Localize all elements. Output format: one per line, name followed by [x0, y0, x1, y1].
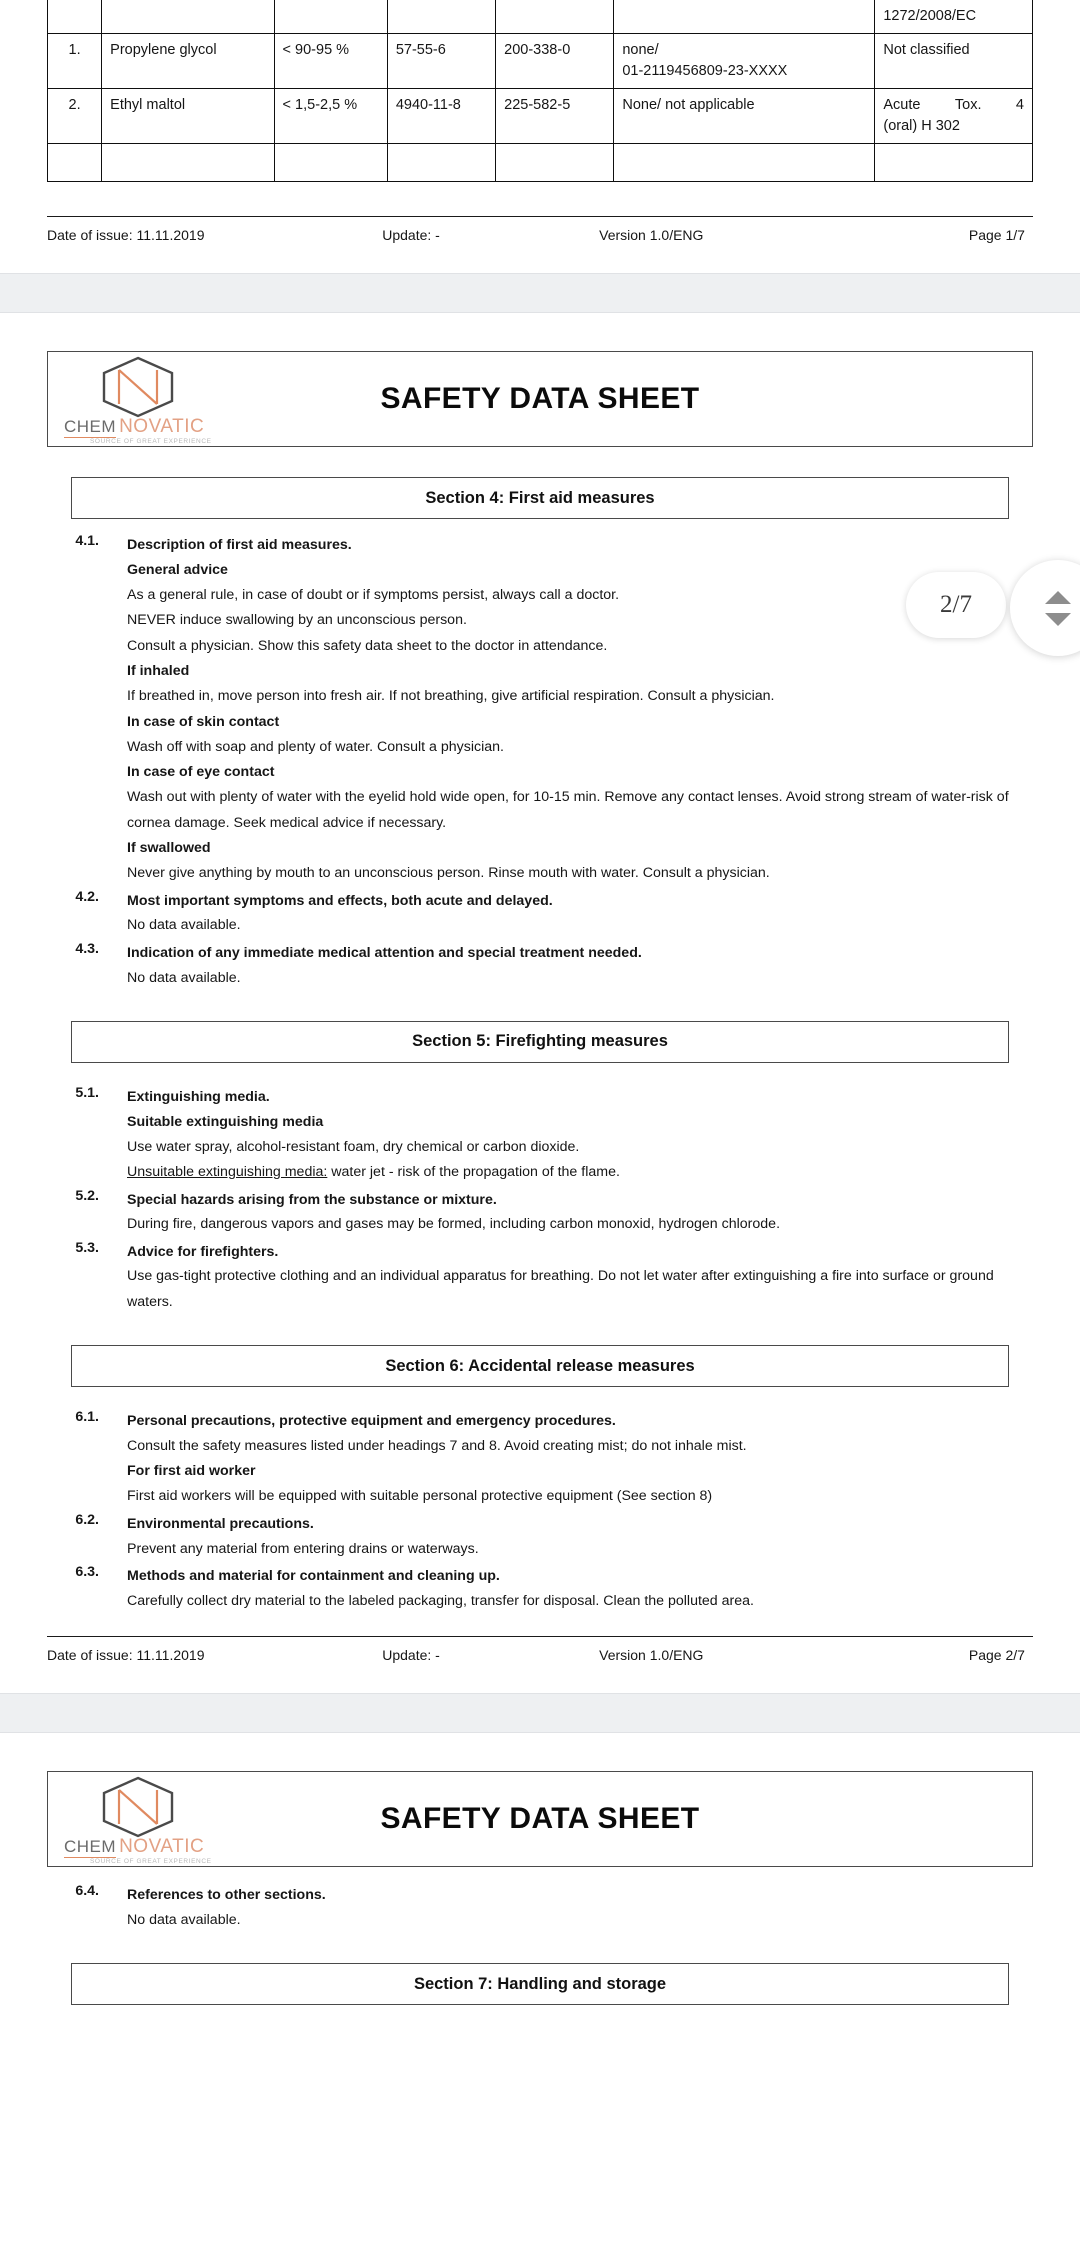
clause-number: 5.2.: [75, 1187, 99, 1204]
unsuitable-media-text: water jet - risk of the propagation of the flame.: [327, 1164, 620, 1181]
clause-subheading: In case of skin contact: [127, 713, 280, 730]
clause-number: 4.3.: [75, 940, 99, 957]
table-row: [48, 34, 1033, 89]
clause-body: [99, 1409, 1033, 1510]
clause-paragraph: Consult a physician. Show this safety data sheet to the doctor in attendance.: [127, 637, 608, 654]
classification-word-2: Tox.: [954, 97, 982, 114]
cell-reach: None/ not applicable: [614, 89, 875, 144]
document-page-3: [0, 1771, 1080, 2005]
clause-4-2: [47, 889, 1033, 939]
clause-number: 6.4.: [75, 1882, 99, 1899]
cell-name: Ethyl maltol: [102, 89, 274, 144]
clause-paragraph: Use water spray, alcohol-resistant foam, dry chemical or carbon dioxide.: [127, 1138, 580, 1155]
cell-reach: [614, 34, 875, 89]
footer-version: Version 1.0/ENG: [599, 1646, 704, 1663]
cell-reach: [614, 144, 875, 182]
cell-classification: Not classified: [875, 34, 1033, 89]
table-row-spacer: [48, 144, 1033, 182]
clause-number: 4.1.: [75, 533, 99, 550]
clause-paragraph: As a general rule, in case of doubt or if symptoms persist, always call a doctor.: [127, 587, 620, 604]
clause-paragraph-unsuitable: [127, 1160, 1033, 1185]
clause-paragraph: If breathed in, move person into fresh air. If not breathing, give artificial respiration. Consult a physician.: [127, 688, 775, 705]
clause-6-1: [47, 1409, 1033, 1510]
clause-heading: Special hazards arising from the substance or mixture.: [127, 1191, 497, 1208]
clause-body: [99, 1883, 1033, 1933]
clause-paragraph: Prevent any material from entering drains or waterways.: [127, 1540, 479, 1557]
clause-body: [99, 1188, 1033, 1238]
clause-number: 6.3.: [75, 1563, 99, 1580]
unsuitable-media-label: Unsuitable extinguishing media:: [127, 1164, 328, 1181]
clause-heading: Personal precautions, protective equipment and emergency procedures.: [127, 1413, 616, 1430]
clause-number: 6.1.: [75, 1409, 99, 1426]
cell-concentration: [274, 144, 387, 182]
cell-no: [48, 0, 102, 34]
clause-paragraph: During fire, dangerous vapors and gases may be formed, including carbon monoxid, hydrogen chlorode.: [127, 1216, 781, 1233]
clause-heading: Indication of any immediate medical attention and special treatment needed.: [127, 944, 642, 961]
cell-cas: 4940-11-8: [387, 89, 495, 144]
page-separator: [0, 1693, 1080, 1733]
clause-6-3: [47, 1564, 1033, 1614]
clause-4-1: [47, 533, 1033, 887]
page-footer-1: [47, 216, 1033, 273]
clause-heading: Advice for firefighters.: [127, 1243, 279, 1260]
page-title: SAFETY DATA SHEET: [380, 382, 700, 416]
table-row-header-cut: [48, 0, 1033, 34]
hexagon-n-logo-icon: [98, 356, 178, 418]
footer-date: Date of issue: 11.11.2019: [47, 227, 205, 244]
clause-5-3: [47, 1240, 1033, 1315]
triangle-up-icon[interactable]: [1045, 591, 1071, 604]
logo-word-chem: CHEM: [64, 1836, 117, 1856]
clause-heading: Description of first aid measures.: [127, 537, 352, 554]
clause-subheading: Suitable extinguishing media: [127, 1113, 324, 1130]
cell-concentration: < 90-95 %: [274, 34, 387, 89]
hexagon-n-logo-icon: [98, 1776, 178, 1838]
clause-6-4: [47, 1883, 1033, 1933]
clause-body: [99, 533, 1033, 887]
clause-body: [99, 1085, 1033, 1186]
clause-heading: References to other sections.: [127, 1886, 326, 1903]
chemnovatic-logo: [64, 356, 212, 446]
table-row: [48, 89, 1033, 144]
clause-subheading: General advice: [127, 561, 228, 578]
document-title-banner: [47, 351, 1033, 447]
triangle-down-icon[interactable]: [1045, 613, 1071, 626]
section-heading-6: Section 6: Accidental release measures: [71, 1345, 1009, 1387]
clause-heading: Most important symptoms and effects, both acute and delayed.: [127, 892, 553, 909]
classification-word-3: 4: [1015, 97, 1024, 114]
cell-no: 1.: [48, 34, 102, 89]
cell-ec: [496, 0, 614, 34]
page-indicator-badge: 2/7: [906, 572, 1006, 638]
chemnovatic-logo: [64, 1776, 212, 1866]
footer-page-number: Page 1/7: [968, 227, 1025, 244]
section-heading-4: Section 4: First aid measures: [71, 477, 1009, 519]
cell-name: [102, 0, 274, 34]
cell-concentration: < 1,5-2,5 %: [274, 89, 387, 144]
clause-paragraph: No data available.: [127, 969, 241, 986]
cell-no: [48, 144, 102, 182]
logo-word-chem: CHEM: [64, 417, 117, 437]
cell-concentration: [274, 0, 387, 34]
cell-classification: [875, 89, 1033, 144]
clause-4-3: [47, 941, 1033, 991]
cell-cas: [387, 0, 495, 34]
document-page-1: [0, 0, 1080, 273]
clause-paragraph: Use gas-tight protective clothing and an individual apparatus for breathing. Do not let water after extinguishing a fire into surface or ground waters.: [127, 1268, 994, 1310]
reach-line-2: 01-2119456809-23-XXXX: [622, 63, 788, 80]
logo-tagline: SOURCE OF GREAT EXPERIENCE: [90, 438, 212, 446]
page-footer-2: [47, 1636, 1033, 1693]
clause-subheading: If swallowed: [127, 840, 211, 857]
clause-heading: Methods and material for containment and cleaning up.: [127, 1567, 500, 1584]
clause-paragraph: No data available.: [127, 917, 241, 934]
cell-name: [102, 144, 274, 182]
clause-paragraph: Wash off with soap and plenty of water. Consult a physician.: [127, 738, 504, 755]
footer-page-number: Page 2/7: [968, 1646, 1025, 1663]
clause-subheading: For first aid worker: [127, 1463, 256, 1480]
classification-word-1: Acute: [883, 97, 921, 114]
logo-wordmark: [64, 416, 212, 438]
clause-number: 5.3.: [75, 1239, 99, 1256]
section-heading-7: Section 7: Handling and storage: [71, 1963, 1009, 2005]
cell-classification: [875, 144, 1033, 182]
footer-update: Update: -: [382, 1646, 440, 1663]
clause-number: 5.1.: [75, 1084, 99, 1101]
composition-table: [47, 0, 1033, 182]
cell-no: 2.: [48, 89, 102, 144]
document-title-banner: [47, 1771, 1033, 1867]
clause-paragraph: NEVER induce swallowing by an unconscious person.: [127, 612, 467, 629]
cell-cas: [387, 144, 495, 182]
clause-body: [99, 1512, 1033, 1562]
clause-5-1: [47, 1085, 1033, 1186]
document-page-2: [0, 351, 1080, 1693]
clause-number: 4.2.: [75, 888, 99, 905]
cell-ec: 225-582-5: [496, 89, 614, 144]
cell-cas: 57-55-6: [387, 34, 495, 89]
clause-6-2: [47, 1512, 1033, 1562]
clause-paragraph: Carefully collect dry material to the labeled packaging, transfer for disposal. Clean the polluted area.: [127, 1592, 754, 1609]
clause-body: [99, 1240, 1033, 1315]
footer-update: Update: -: [382, 227, 440, 244]
cell-reach: [614, 0, 875, 34]
clause-number: 6.2.: [75, 1511, 99, 1528]
clause-subheading: If inhaled: [127, 663, 190, 680]
clause-body: [99, 1564, 1033, 1614]
clause-heading: Extinguishing media.: [127, 1088, 270, 1105]
footer-version: Version 1.0/ENG: [599, 227, 704, 244]
section-heading-5: Section 5: Firefighting measures: [71, 1021, 1009, 1063]
clause-paragraph: Consult the safety measures listed under headings 7 and 8. Avoid creating mist; do not inhale mist.: [127, 1437, 747, 1454]
logo-word-novatic: NOVATIC: [119, 416, 205, 438]
clause-paragraph: Wash out with plenty of water with the eyelid hold wide open, for 10-15 min. Remove any contact lenses. Avoid strong stream of water-risk of cornea damage. Seek medical advice if necessary.: [127, 789, 1009, 831]
clause-paragraph: No data available.: [127, 1911, 241, 1928]
logo-tagline: SOURCE OF GREAT EXPERIENCE: [90, 1857, 212, 1865]
classification-line-2: (oral) H 302: [883, 118, 960, 135]
footer-date: Date of issue: 11.11.2019: [47, 1646, 205, 1663]
logo-word-novatic: NOVATIC: [119, 1835, 205, 1857]
classification-line-1: [883, 95, 1024, 116]
clause-body: [99, 889, 1033, 939]
clause-heading: Environmental precautions.: [127, 1515, 314, 1532]
clause-paragraph: Never give anything by mouth to an unconscious person. Rinse mouth with water. Consult a physician.: [127, 865, 770, 882]
clause-5-2: [47, 1188, 1033, 1238]
reach-line-1: none/: [622, 42, 659, 59]
cell-ec: [496, 144, 614, 182]
cell-classification: 1272/2008/EC: [875, 0, 1033, 34]
cell-ec: 200-338-0: [496, 34, 614, 89]
clause-paragraph: First aid workers will be equipped with suitable personal protective equipment (See section 8): [127, 1488, 713, 1505]
page-title: SAFETY DATA SHEET: [380, 1801, 700, 1835]
clause-body: [99, 941, 1033, 991]
cell-name: Propylene glycol: [102, 34, 274, 89]
logo-wordmark: [64, 1836, 212, 1858]
page-separator: [0, 273, 1080, 313]
clause-subheading: In case of eye contact: [127, 764, 275, 781]
